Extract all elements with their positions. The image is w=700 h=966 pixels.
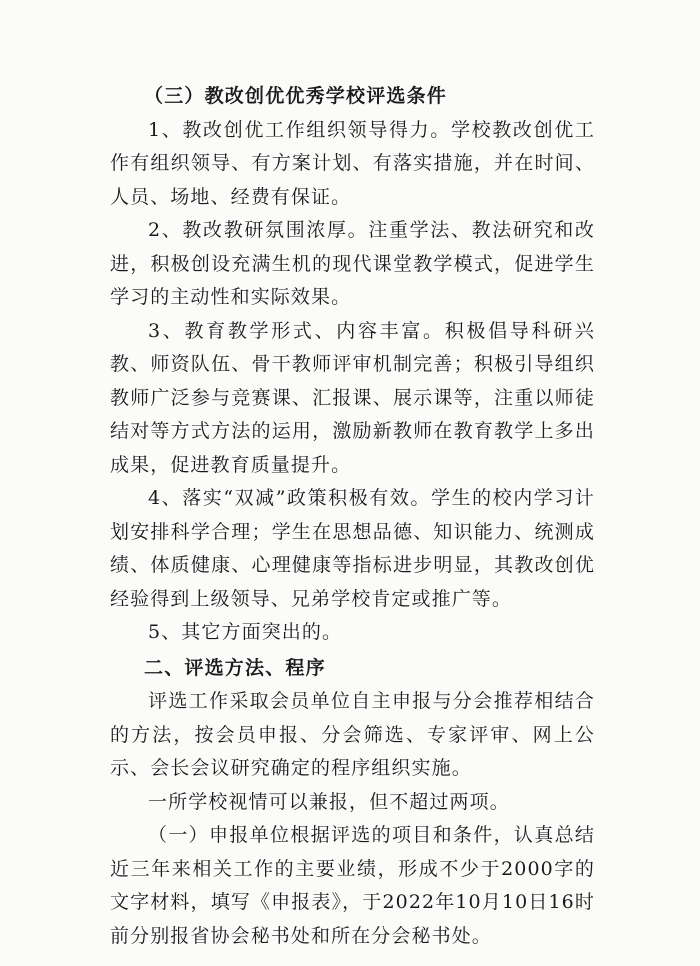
section-heading-methods: 二、评选方法、程序 [144,656,326,679]
criterion-1-paragraph: 1、教改创优工作组织领导得力。学校教改创优工作有组织领导、有方案计划、有落实措施，并在时间、人员、场地、经费有保证。 [110,118,595,208]
methods-paragraph: 评选工作采取会员单位自主申报与分会推荐相结合的方法，按会员申报、分会筛选、专家评审、网上公示、会长会议研究确定的程序组织实施。 [110,690,595,779]
criterion-2-paragraph: 2、教改教研氛围浓厚。注重学法、教法研究和改进，积极创设充满生机的现代课堂教学模式，促进学生学习的主动性和实际效果。 [110,219,595,308]
document-body [110,80,595,953]
criterion-3-paragraph: 3、教育教学形式、内容丰富。积极倡导科研兴教、师资队伍、骨干教师评审机制完善；积极引导组织教师广泛参与竞赛课、汇报课、展示课等，注重以师徒结对等方式方法的运用，激励新教师在教育教学上多出成果，促进教育质量提升。 [110,319,595,476]
criterion-5-paragraph: 5、其它方面突出的。 [148,621,343,643]
criterion-4-paragraph: 4、落实“双减”政策积极有效。学生的校内学习计划安排科学合理；学生在思想品德、知识能力、统测成绩、体质健康、心理健康等指标进步明显，其教改创优经验得到上级领导、兄弟学校肯定或推广等。 [110,487,595,610]
application-step-1-paragraph: （一）申报单位根据评选的项目和条件，认真总结近三年来相关工作的主要业绩，形成不少于2000字的文字材料，填写《申报表》，于2022年10月10日16时前分别报省协会秘书处和所在分会秘书处。 [110,824,595,947]
section-heading-criteria: （三）教改创优优秀学校评选条件 [144,85,448,107]
multiple-application-note: 一所学校视情可以兼报，但不超过两项。 [148,790,510,813]
